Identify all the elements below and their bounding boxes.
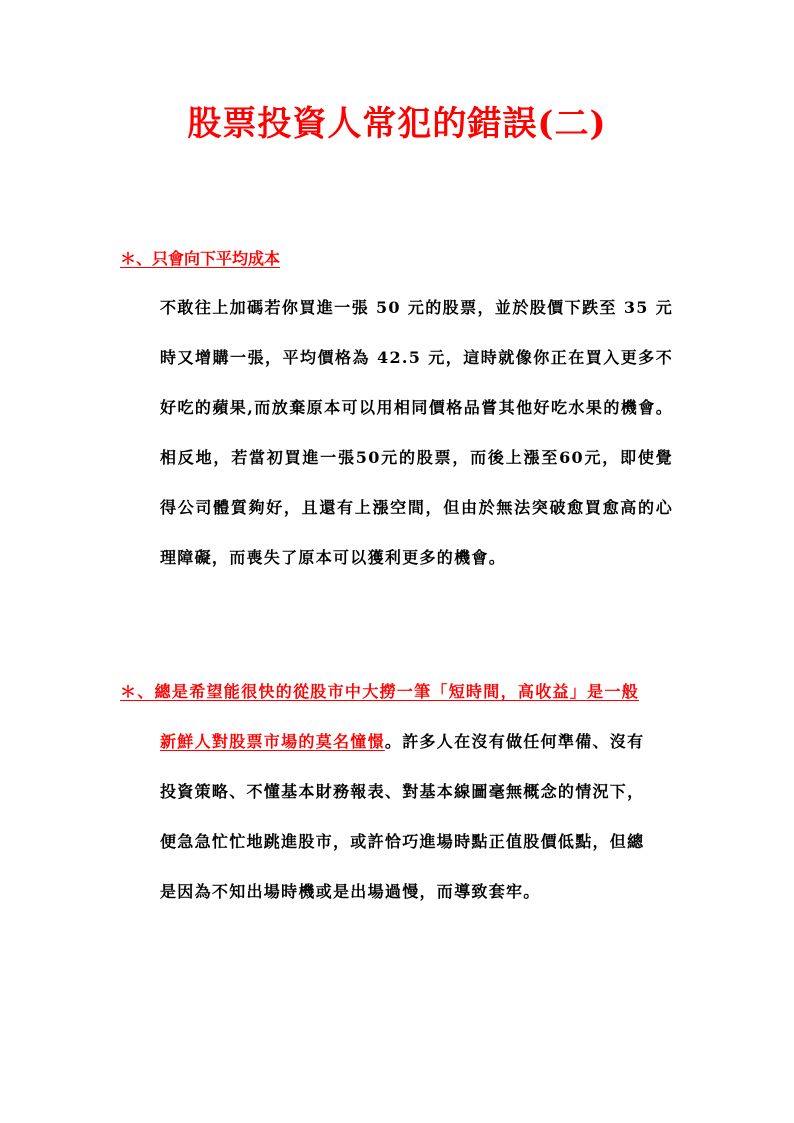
section-line-2 [120, 717, 673, 767]
page-title: 股票投資人常犯的錯誤(二) [187, 104, 607, 144]
section-heading-quick-profit: ＊、總是希望能很快的從股市中大撈一筆「短時間，高收益」是一般 [120, 682, 640, 701]
section-body-line-4: 便急急忙忙地跳進股市，或許恰巧進場時點正值股價低點，但總 [160, 832, 645, 851]
section-body-quick-profit [120, 667, 673, 917]
section-body-average-down: 不敢往上加碼若你買進一張 50 元的股票，並於股價下跌至 35 元時又增購一張，平均價格為 42.5 元，這時就像你正在買入更多不好吃的蘋果,而放棄原本可以用相同價格品嘗其他好吃水果的機會。相反地，若當初買進一張50元的股票，而後上漲至60元，即使覺得公司體質夠好，且還有上漲空間，但由於無法突破愈買愈高的心理障礙，而喪失了原本可以獲利更多的機會。 [160, 298, 673, 567]
section-heading-average-down: ＊、只會向下平均成本 [120, 249, 281, 268]
section-body-line-5: 是因為不知出場時機或是出場過慢，而導致套牢。 [160, 882, 541, 901]
section-heading-quick-profit-cont: 新鮮人對股票市場的莫名憧憬 [160, 732, 385, 751]
section-body-line-2: 。許多人在沒有做任何準備、沒有 [384, 732, 645, 751]
section-body-line-3: 投資策略、不懂基本財務報表、對基本線圖毫無概念的情況下， [160, 782, 645, 801]
